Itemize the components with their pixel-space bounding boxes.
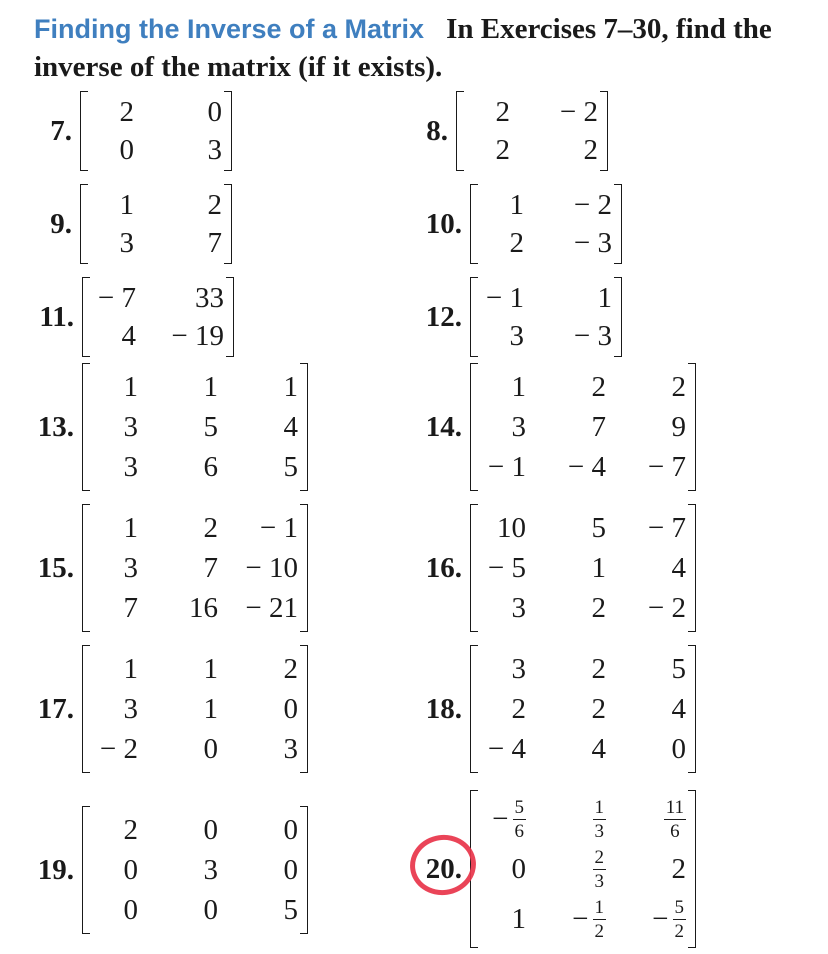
denominator: 3 <box>594 870 604 892</box>
matrix-entry: 7 <box>203 551 218 584</box>
matrix-entry: − 1 <box>259 511 298 544</box>
exercise-number-text: 7. <box>50 114 72 147</box>
matrix-entry: 3 <box>123 551 138 584</box>
exercise-number-text: 18. <box>425 692 462 725</box>
matrix-entry: 0 <box>203 732 218 765</box>
exercise-number-text: 15. <box>37 551 74 584</box>
matrix <box>82 504 308 632</box>
matrix-entry: 0 <box>203 893 218 926</box>
exercise-number <box>422 114 448 147</box>
matrix-entry: 1 <box>597 281 612 314</box>
matrix-entry <box>526 794 606 844</box>
matrix-entry: − 5 <box>487 551 526 584</box>
matrix-entry: 0 <box>203 813 218 846</box>
matrix-entry: 2 <box>591 692 606 725</box>
matrix <box>470 504 696 632</box>
exercise-number-text: 10. <box>425 207 462 240</box>
matrix-entry: 7 <box>591 410 606 443</box>
matrix <box>80 184 232 264</box>
matrix-entry: 0 <box>283 813 298 846</box>
matrix-entry: 3 <box>123 410 138 443</box>
matrix-entry: 1 <box>509 188 524 221</box>
matrix-entry: 4 <box>591 732 606 765</box>
exercise-16 <box>422 504 696 632</box>
matrix-entry: − 2 <box>647 591 686 624</box>
matrix-entry: 3 <box>511 652 526 685</box>
matrix <box>470 645 696 773</box>
matrix <box>82 363 308 491</box>
exercise-number-text: 9. <box>50 207 72 240</box>
matrix-entry: 2 <box>495 133 510 166</box>
matrix-entry: 1 <box>123 652 138 685</box>
numerator: 2 <box>594 846 604 868</box>
exercise-18 <box>422 645 696 773</box>
matrix-entry: − 1 <box>485 281 524 314</box>
exercise-number-text: 11. <box>39 300 74 333</box>
matrix-entry: 2 <box>671 852 686 885</box>
matrix <box>80 91 232 171</box>
exercise-number <box>422 300 462 333</box>
matrix-entry: 9 <box>671 410 686 443</box>
denominator: 2 <box>594 920 604 942</box>
matrix-entry: 3 <box>511 591 526 624</box>
exercise-10 <box>422 184 622 264</box>
matrix-entry: 2 <box>119 95 134 128</box>
matrix-entry: 0 <box>671 732 686 765</box>
matrix-entry: 2 <box>671 370 686 403</box>
matrix-entry: 3 <box>207 133 222 166</box>
minus-sign: − <box>652 902 669 935</box>
exercise-number <box>34 853 74 886</box>
exercise-number-text: 19. <box>37 853 74 886</box>
matrix-entry: 0 <box>123 893 138 926</box>
matrix-entry: 0 <box>207 95 222 128</box>
matrix-entry: 0 <box>283 692 298 725</box>
instructions-text: In Exercises 7–30, find the inverse of the matrix (if it exists). <box>34 13 772 83</box>
matrix-entry: 4 <box>671 551 686 584</box>
matrix-entry: 1 <box>283 370 298 403</box>
matrix-entry: 2 <box>207 188 222 221</box>
exercise-number-text: 16. <box>425 551 462 584</box>
matrix-entry: 16 <box>189 591 218 624</box>
matrix-entry: 2 <box>591 591 606 624</box>
exercise-17 <box>34 645 308 773</box>
matrix-entry: 4 <box>283 410 298 443</box>
exercise-number <box>422 692 462 725</box>
matrix-entry <box>606 894 686 944</box>
matrix-entry: 1 <box>203 652 218 685</box>
minus-sign: − <box>572 902 589 935</box>
exercise-number-text: 8. <box>426 114 448 147</box>
matrix-entry: − 2 <box>559 95 598 128</box>
matrix-entry: 10 <box>497 511 526 544</box>
matrix-entry: 1 <box>203 692 218 725</box>
matrix-entry: 3 <box>509 319 524 352</box>
matrix-entry: 1 <box>591 551 606 584</box>
matrix <box>470 790 696 948</box>
matrix-entry: 2 <box>283 652 298 685</box>
denominator: 3 <box>594 820 604 842</box>
matrix-entry: 1 <box>511 370 526 403</box>
exercise-number <box>422 410 462 443</box>
numerator: 5 <box>674 896 684 918</box>
matrix-entry: 0 <box>119 133 134 166</box>
exercise-number <box>34 410 74 443</box>
matrix-entry: 0 <box>283 853 298 886</box>
matrix-entry: 1 <box>119 188 134 221</box>
minus-sign: − <box>492 802 509 835</box>
matrix-entry: 3 <box>123 692 138 725</box>
exercise-number <box>46 207 72 240</box>
exercise-7 <box>46 91 232 171</box>
matrix-entry <box>482 794 526 844</box>
matrix-entry: 5 <box>203 410 218 443</box>
exercise-number-text: 12. <box>425 300 462 333</box>
matrix-entry: 5 <box>283 893 298 926</box>
exercise-9 <box>46 184 232 264</box>
matrix-entry: 6 <box>203 450 218 483</box>
exercise-13 <box>34 363 308 491</box>
numerator: 5 <box>514 796 524 818</box>
matrix-entry <box>526 894 606 944</box>
exercise-11 <box>34 277 234 357</box>
matrix-entry: − 7 <box>647 450 686 483</box>
section-title: Finding the Inverse of a Matrix <box>34 14 425 44</box>
exercise-number <box>422 207 462 240</box>
matrix-entry: 5 <box>671 652 686 685</box>
exercise-20 <box>422 790 696 948</box>
exercise-19 <box>34 806 308 934</box>
exercise-number-text: 20. <box>426 853 462 885</box>
matrix <box>470 363 696 491</box>
exercise-number-text: 14. <box>425 410 462 443</box>
matrix-entry: 2 <box>495 95 510 128</box>
exercise-12 <box>422 277 622 357</box>
exercise-number <box>422 551 462 584</box>
exercise-number <box>34 300 74 333</box>
matrix-entry: 2 <box>509 226 524 259</box>
denominator: 2 <box>674 920 684 942</box>
matrix-entry: 3 <box>511 410 526 443</box>
matrix <box>470 184 622 264</box>
matrix-entry: 3 <box>283 732 298 765</box>
matrix-entry: − 2 <box>99 732 138 765</box>
exercise-number <box>34 551 74 584</box>
fraction <box>593 898 607 941</box>
exercise-number-text: 13. <box>37 410 74 443</box>
matrix-entry <box>526 844 606 894</box>
exercise-8 <box>422 91 608 171</box>
matrix-entry: 1 <box>123 370 138 403</box>
exercise-14 <box>422 363 696 491</box>
fraction <box>593 848 607 891</box>
matrix-entry: 3 <box>119 226 134 259</box>
numerator: 11 <box>665 796 684 818</box>
matrix-entry: − 19 <box>171 319 224 352</box>
matrix-entry: 5 <box>283 450 298 483</box>
matrix-entry: − 1 <box>487 450 526 483</box>
matrix-entry: − 7 <box>97 281 136 314</box>
matrix <box>470 277 622 357</box>
exercise-15 <box>34 504 308 632</box>
fraction <box>513 798 527 841</box>
matrix-entry: 2 <box>511 692 526 725</box>
matrix-entry: 2 <box>123 813 138 846</box>
matrix-entry: − 3 <box>573 226 612 259</box>
matrix-entry: 3 <box>123 450 138 483</box>
matrix-entry: 2 <box>203 511 218 544</box>
exercise-number <box>422 852 462 885</box>
numerator: 1 <box>594 896 604 918</box>
matrix-entry: 2 <box>591 652 606 685</box>
exercise-number <box>46 114 72 147</box>
matrix-entry: 3 <box>203 853 218 886</box>
matrix-entry: − 4 <box>487 732 526 765</box>
matrix <box>82 277 234 357</box>
red-circle-annotation <box>406 830 480 899</box>
matrix-entry: 4 <box>121 319 136 352</box>
matrix <box>456 91 608 171</box>
matrix-entry: 33 <box>195 281 224 314</box>
exercise-number-text: 17. <box>37 692 74 725</box>
matrix-entry: − 10 <box>245 551 298 584</box>
matrix-entry: − 2 <box>573 188 612 221</box>
denominator: 6 <box>670 820 680 842</box>
matrix-entry: 2 <box>583 133 598 166</box>
matrix-entry: 1 <box>203 370 218 403</box>
fraction <box>664 798 686 841</box>
matrix-entry: 4 <box>671 692 686 725</box>
matrix-entry: 7 <box>123 591 138 624</box>
matrix-entry: − 4 <box>567 450 606 483</box>
matrix-entry: − 21 <box>245 591 298 624</box>
matrix-entry: 0 <box>123 853 138 886</box>
matrix-entry: 5 <box>591 511 606 544</box>
matrix-entry: 1 <box>123 511 138 544</box>
exercise-heading <box>34 10 824 86</box>
matrix-entry: − 3 <box>573 319 612 352</box>
fraction <box>673 898 687 941</box>
matrix-entry: − 7 <box>647 511 686 544</box>
matrix-entry: 7 <box>207 226 222 259</box>
exercise-number <box>34 692 74 725</box>
matrix <box>82 645 308 773</box>
matrix-entry: 1 <box>511 902 526 935</box>
matrix-entry: 2 <box>591 370 606 403</box>
matrix-entry <box>606 794 686 844</box>
matrix-entry: 0 <box>511 852 526 885</box>
matrix <box>82 806 308 934</box>
denominator: 6 <box>514 820 524 842</box>
numerator: 1 <box>594 796 604 818</box>
fraction <box>593 798 607 841</box>
